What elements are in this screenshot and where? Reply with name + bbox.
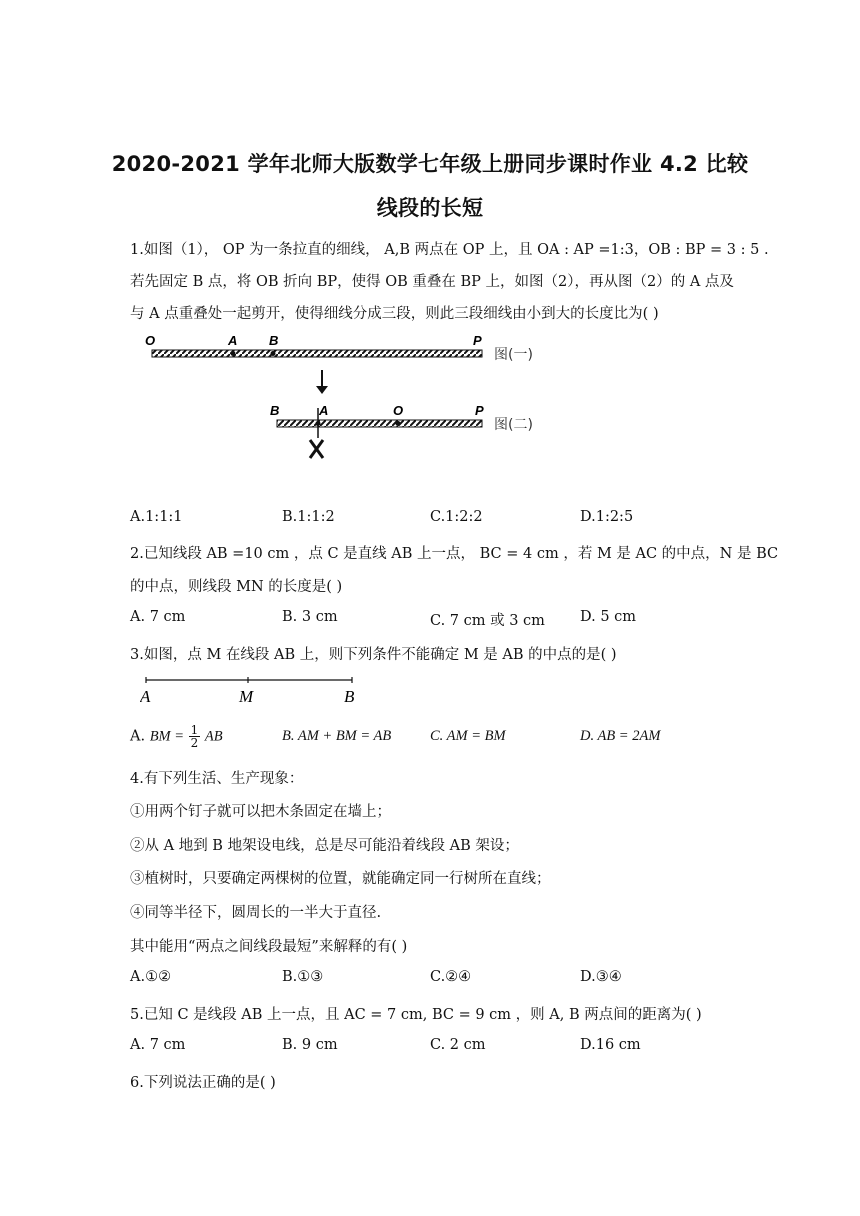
- q5-option-d: D.16 cm: [580, 1037, 641, 1053]
- q2-option-a: A. 7 cm: [130, 609, 186, 625]
- q3-option-d: D. AB = 2AM: [580, 728, 661, 744]
- fig1-caption: 图(一): [494, 347, 533, 363]
- q1-option-b: B.1:1:2: [282, 509, 335, 525]
- q1-figure: [140, 330, 560, 470]
- q3-label-b: B: [344, 687, 355, 706]
- q3-label-a: A: [140, 687, 151, 706]
- fig2-caption: 图(二): [494, 417, 533, 433]
- q5-option-c: C. 2 cm: [430, 1037, 486, 1053]
- q3-text-line1: 3.如图，点 M 在线段 AB 上，则下列条件不能确定 M 是 AB 的中点的是( ): [130, 647, 617, 663]
- doc-title-line2: 线段的长短: [376, 196, 484, 220]
- fraction-denominator: 2: [190, 736, 199, 750]
- q2-option-c: C. 7 cm 或 3 cm: [430, 613, 545, 629]
- q2-option-b: B. 3 cm: [282, 609, 338, 625]
- fig2-string: [277, 420, 482, 427]
- q4-option-d: D.③④: [580, 969, 622, 985]
- q4-item-3: ③植树时，只要确定两棵树的位置，就能确定同一行树所在直线；: [130, 871, 551, 887]
- q4-text-line1: 4.有下列生活、生产现象：: [130, 771, 304, 787]
- fraction-numerator: 1: [190, 723, 199, 737]
- q2-text-line2: 的中点，则线段 MN 的长度是( ): [130, 579, 343, 595]
- q3-option-c: C. AM = BM: [430, 728, 506, 744]
- q3-option-b: B. AM + BM = AB: [282, 728, 392, 744]
- q3-option-a-prefix: A.: [130, 728, 146, 745]
- fraction-one-half: [189, 724, 201, 749]
- q2-text-line1: 2.已知线段 AB =10 cm ，点 C 是直线 AB 上一点， BC = 4 cm ，若 M 是 AC 的中点，N 是 BC: [130, 546, 779, 562]
- fig1-point-a: [231, 351, 236, 356]
- q6-text-line1: 6.下列说法正确的是( ): [130, 1075, 276, 1091]
- q4-option-a: A.①②: [130, 969, 172, 985]
- fig1-label-b: B: [269, 333, 279, 348]
- q1-text-line2: 若先固定 B 点，将 OB 折向 BP，使得 OB 重叠在 BP 上，如图（2），再从图（2）的 A 点及: [130, 274, 734, 290]
- fig1-label-o: O: [145, 333, 156, 348]
- fig1-label-a: A: [228, 333, 238, 348]
- fig1-point-b: [271, 351, 276, 356]
- q4-item-1: ①用两个钉子就可以把木条固定在墙上；: [130, 804, 391, 820]
- q4-item-2: ②从 A 地到 B 地架设电线，总是尽可能沿着线段 AB 架设；: [130, 838, 519, 854]
- q4-option-b: B.①③: [282, 969, 324, 985]
- q1-text-line3: 与 A 点重叠处一起剪开，使得细线分成三段，则此三段细线由小到大的长度比为( ): [130, 306, 659, 322]
- q2-option-d: D. 5 cm: [580, 609, 637, 625]
- fig2-label-o: O: [393, 403, 404, 418]
- q1-option-a: A.1:1:1: [130, 509, 183, 525]
- fig2-label-b: B: [270, 403, 280, 418]
- fig2-label-a: A: [319, 403, 329, 418]
- q5-option-b: B. 9 cm: [282, 1037, 338, 1053]
- fig2-label-p: P: [475, 403, 484, 418]
- fig2-point-o: [396, 421, 401, 426]
- q5-text-line1: 5.已知 C 是线段 AB 上一点，且 AC = 7 cm, BC = 9 cm ，则 A, B 两点间的距离为( ): [130, 1007, 702, 1023]
- q4-question: 其中能用“两点之间线段最短”来解释的有( ): [130, 939, 408, 955]
- q4-item-4: ④同等半径下，圆周长的一半大于直径.: [130, 905, 382, 921]
- q3-label-m: M: [239, 687, 254, 706]
- scissors-icon: [310, 440, 323, 458]
- q3-figure: [140, 676, 380, 712]
- q1-text-line1: 1.如图（1）， OP 为一条拉直的细线， A,B 两点在 OP 上，且 OA : AP =1:3，OB : BP = 3 : 5 .: [130, 242, 769, 258]
- q3-option-a-rhs: AB: [204, 728, 223, 745]
- fold-arrow-head: [316, 386, 328, 394]
- q1-option-c: C.1:2:2: [430, 509, 483, 525]
- q4-option-c: C.②④: [430, 969, 472, 985]
- fig1-label-p: P: [473, 333, 482, 348]
- q3-option-a: [130, 724, 223, 749]
- q3-option-a-lhs: BM =: [149, 728, 185, 745]
- doc-title-line1: 2020-2021 学年北师大版数学七年级上册同步课时作业 4.2 比较: [111, 152, 749, 176]
- q5-option-a: A. 7 cm: [130, 1037, 186, 1053]
- q1-option-d: D.1:2:5: [580, 509, 634, 525]
- fig1-string: [152, 350, 482, 357]
